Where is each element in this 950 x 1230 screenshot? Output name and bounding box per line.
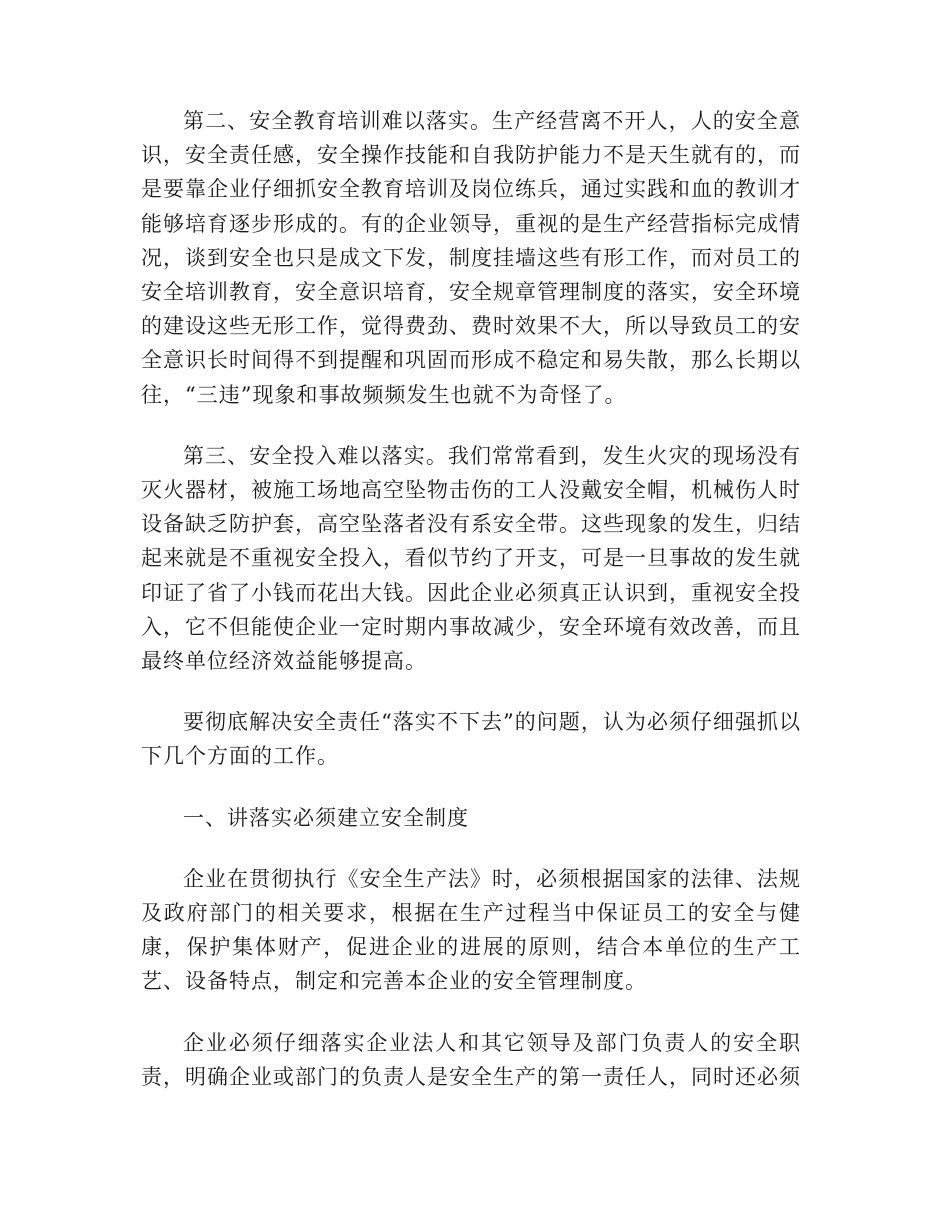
document-body: [141, 104, 801, 1094]
paragraph-safety-investment: 第三、安全投入难以落实。我们常常看到，发生火灾的现场没有灭火器材，被施工场地高空坠物击伤的工人没戴安全帽，机械伤人时设备缺乏防护套，高空坠落者没有系安全带。这些现象的发生，归结起来就是不重视安全投入，看似节约了开支，可是一旦事故的发生就印证了省了小钱而花出大钱。因此企业必须真正认识到，重视安全投入，它不但能使企业一定时期内事故减少，安全环境有效改善，而且最终单位经济效益能够提高。: [141, 443, 801, 674]
paragraph-safety-training: 第二、安全教育培训难以落实。生产经营离不开人，人的安全意识，安全责任感，安全操作技能和自我防护能力不是天生就有的，而是要靠企业仔细抓安全教育培训及岗位练兵，通过实践和血的教训才能够培育逐步形成的。有的企业领导，重视的是生产经营指标完成情况，谈到安全也只是成文下发，制度挂墙这些有形工作，而对员工的安全培训教育，安全意识培育，安全规章管理制度的落实，安全环境的建设这些无形工作，觉得费劲、费时效果不大，所以导致员工的安全意识长时间得不到提醒和巩固而形成不稳定和易失散，那么长期以往，“三违”现象和事故频频发生也就不为奇怪了。: [141, 109, 801, 407]
section-heading-safety-system: 一、讲落实必须建立安全制度: [183, 805, 469, 830]
paragraph-solution-intro: 要彻底解决安全责任“落实不下去”的问题，认为必须仔细强抓以下几个方面的工作。: [141, 710, 801, 769]
paragraph-responsibility: 企业必须仔细落实企业法人和其它领导及部门负责人的安全职责，明确企业或部门的负责人是安全生产的第一责任人，同时还必须: [141, 1030, 801, 1089]
paragraph-safety-law: 企业在贯彻执行《安全生产法》时，必须根据国家的法律、法规及政府部门的相关要求，根据在生产过程当中保证员工的安全与健康，保护集体财产，促进企业的进展的原则，结合本单位的生产工艺、设备特点，制定和完善本企业的安全管理制度。: [141, 866, 801, 994]
